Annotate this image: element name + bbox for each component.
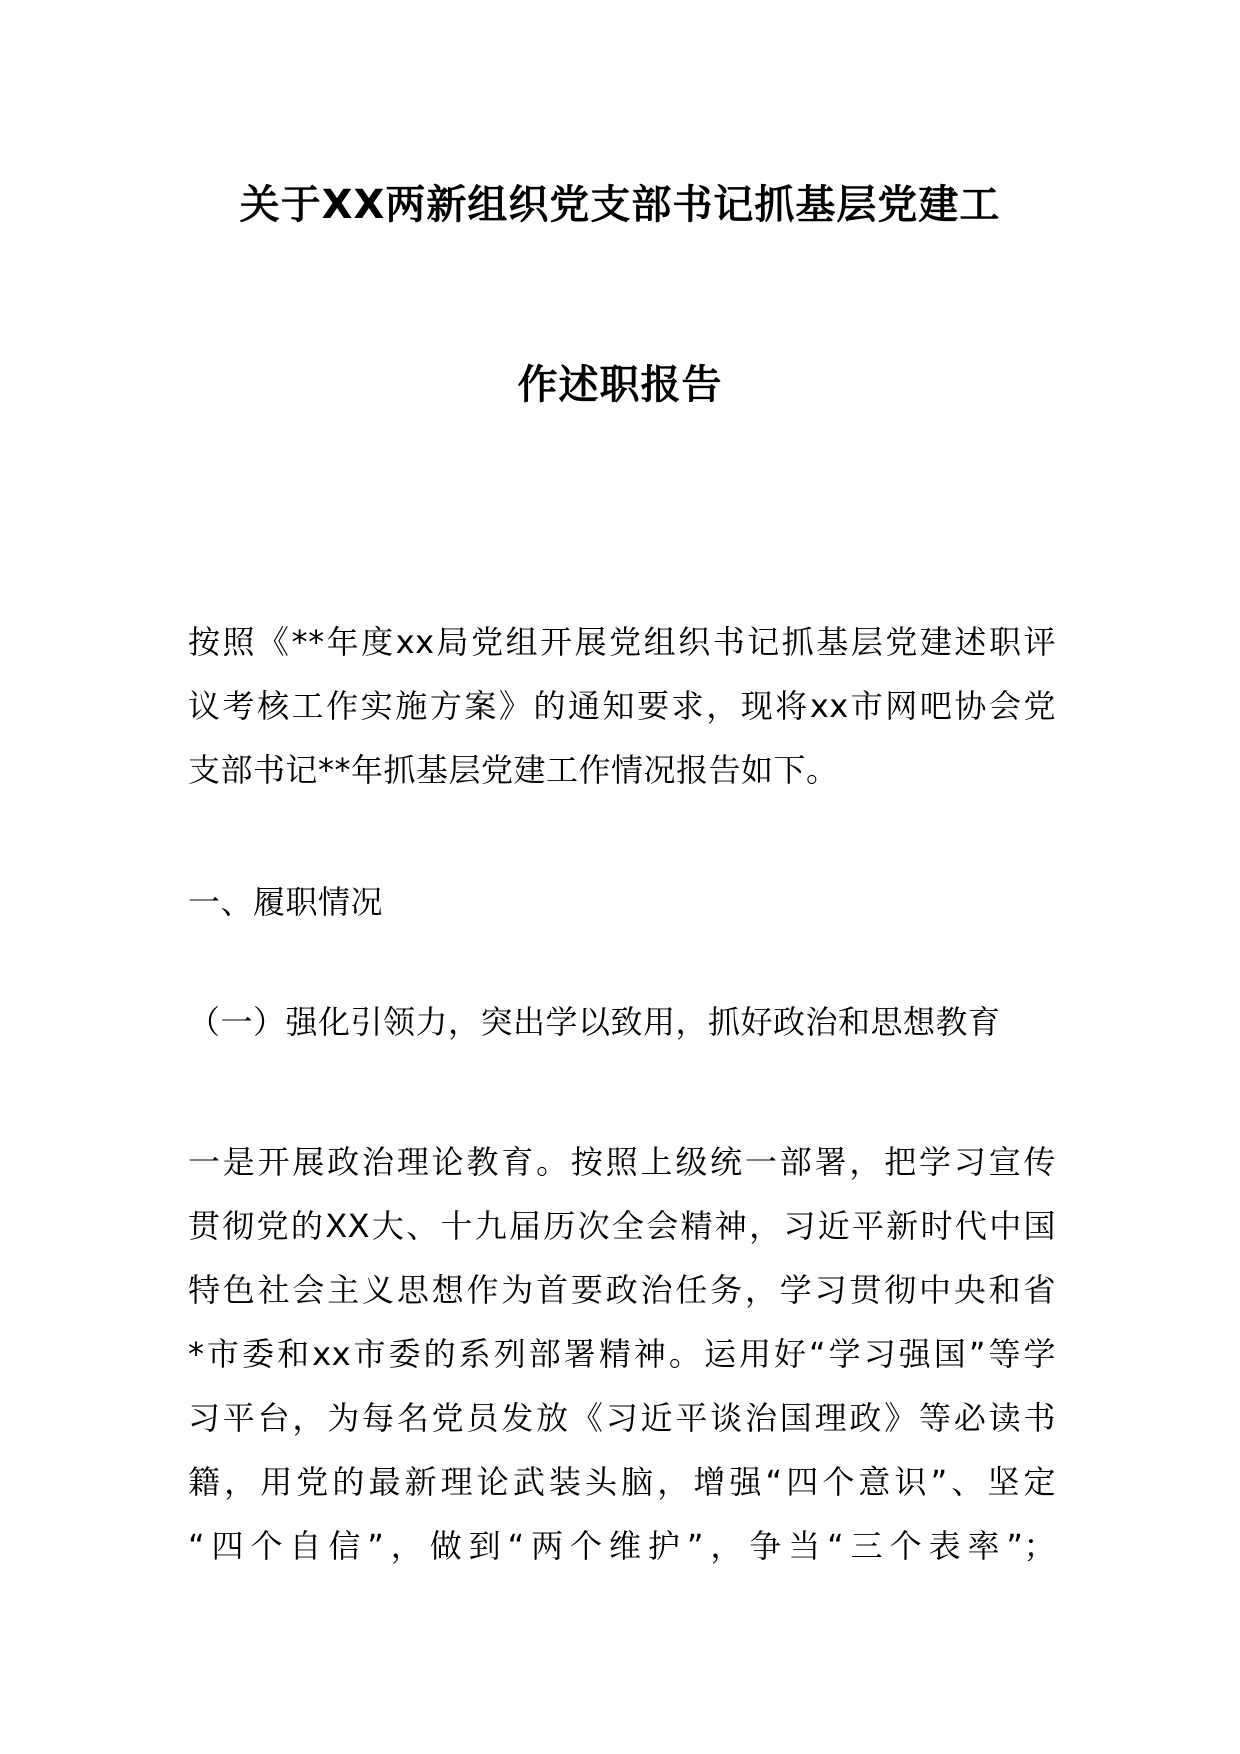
document-title-line-1: 关于XX两新组织党支部书记抓基层党建工: [239, 182, 1001, 228]
intro-paragraph: [188, 610, 1056, 802]
paragraph-line: *市委和xx市委的系列部署精神。运用好“学习强国”等学: [188, 1335, 1056, 1373]
sub-heading: [188, 990, 1056, 1054]
paragraph-line: “四个自信”，做到“两个维护”，争当“三个表率”；: [188, 1527, 1056, 1565]
paragraph-line: 籍，用党的最新理论武装头脑，增强“四个意识”、坚定: [188, 1463, 1056, 1501]
paragraph-line: 特色社会主义思想作为首要政治任务，学习贯彻中央和省: [188, 1271, 1056, 1309]
paragraph-line: 贯彻党的XX大、十九届历次全会精神，习近平新时代中国: [188, 1207, 1056, 1245]
body-paragraph: [188, 1130, 1056, 1578]
paragraph-line: 习平台，为每名党员发放《习近平谈治国理政》等必读书: [188, 1399, 1056, 1437]
section-heading: [188, 870, 1056, 934]
intro-line: 按照《**年度xx局党组开展党组织书记抓基层党建述职评: [188, 623, 1056, 661]
section-heading-text: 一、履职情况: [188, 883, 384, 921]
intro-line: 支部书记**年抓基层党建工作情况报告如下。: [188, 751, 839, 789]
sub-heading-text: （一）强化引领力，突出学以致用，抓好政治和思想教育: [188, 1003, 1001, 1041]
document-title-line-2: 作述职报告: [517, 362, 723, 408]
intro-line: 议考核工作实施方案》的通知要求，现将xx市网吧协会党: [188, 687, 1056, 725]
paragraph-line: 一是开展政治理论教育。按照上级统一部署，把学习宣传: [188, 1143, 1056, 1181]
